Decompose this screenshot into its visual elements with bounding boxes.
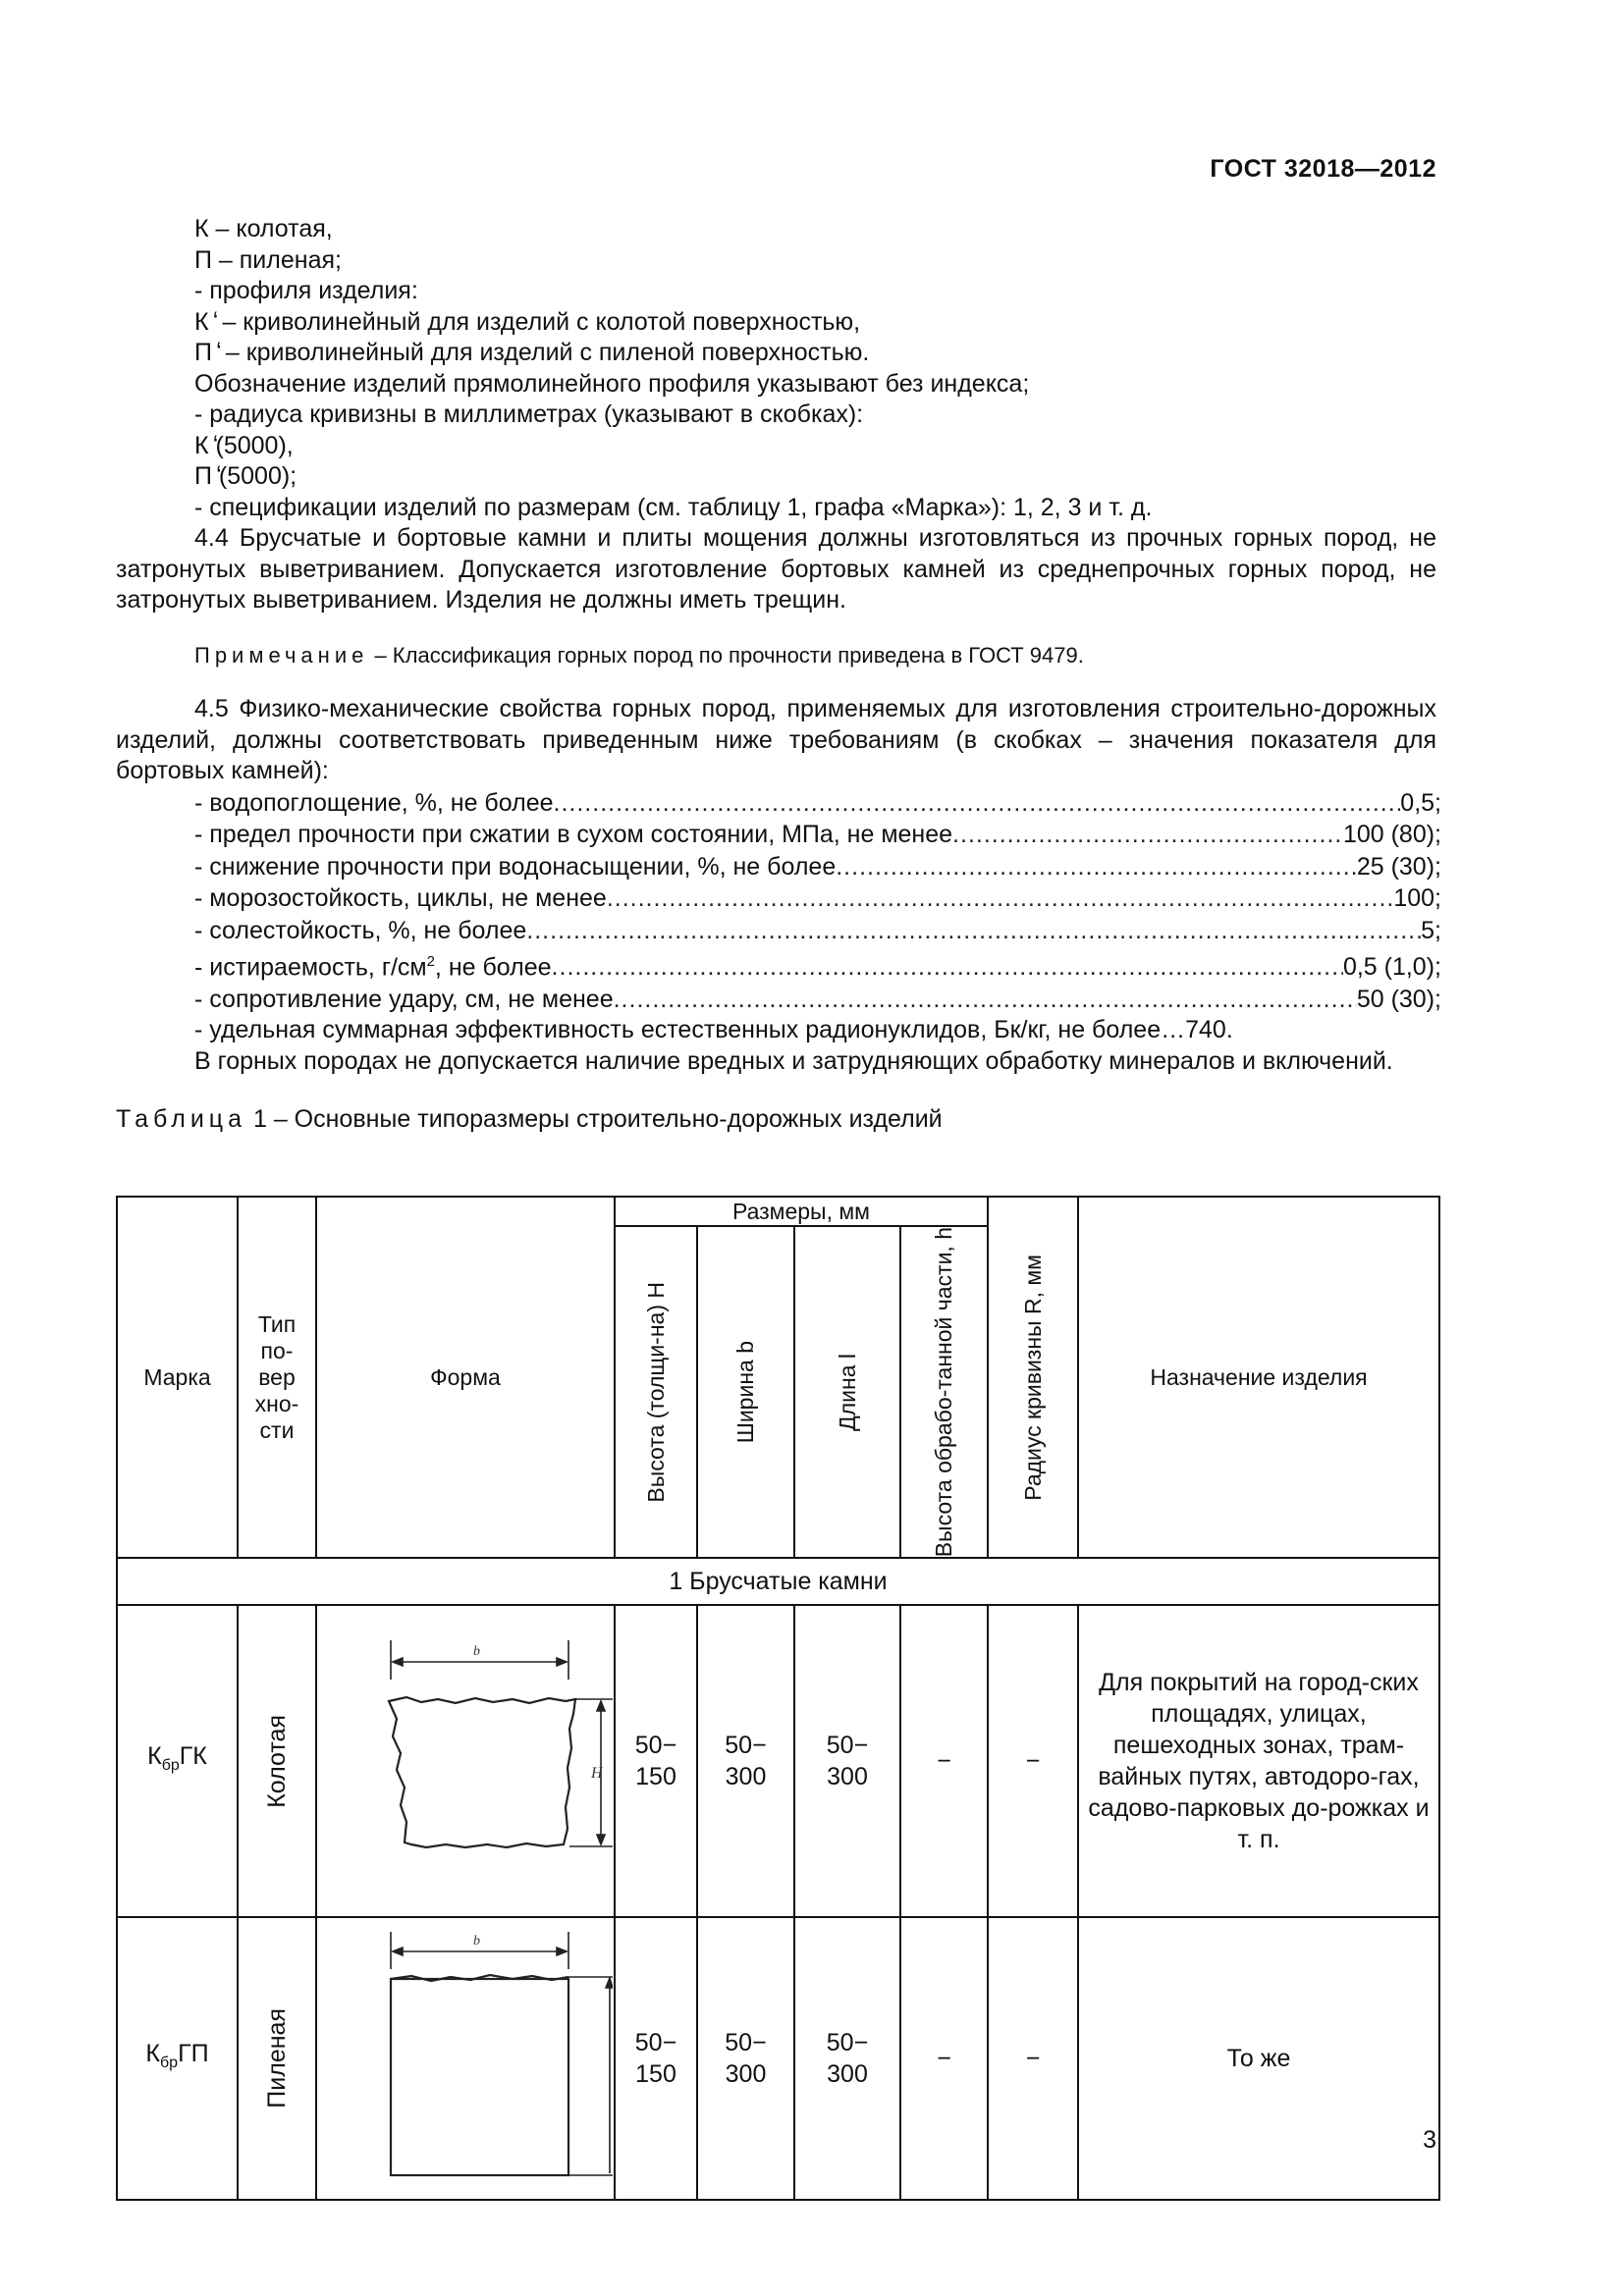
page-number: 3 xyxy=(1423,2126,1436,2154)
width-value: 50− 300 xyxy=(697,1605,794,1917)
length-value: 50− 300 xyxy=(794,1605,900,1917)
header-purpose: Назначение изделия xyxy=(1078,1197,1439,1558)
surface-type: Пиленая xyxy=(262,2008,291,2109)
table-caption-text: 1 – Основные типоразмеры строительно-дорожных изделий xyxy=(246,1105,943,1134)
header-form: Форма xyxy=(316,1197,615,1558)
header-height: Высота (толщи-на) H xyxy=(642,1281,669,1503)
table-caption xyxy=(116,1104,1436,1136)
requirement-value: 0,5 (1,0); xyxy=(1342,953,1441,982)
header-length-cell xyxy=(794,1226,900,1558)
header-surface-type: Тип по-вер хно-сти xyxy=(238,1197,316,1558)
form-cell xyxy=(316,1605,615,1917)
surface-cell xyxy=(238,1605,316,1917)
requirement-label: - истираемость, $г/см^2$, не более xyxy=(194,953,552,982)
surface-type: Колотая xyxy=(262,1714,291,1808)
radius-value: − xyxy=(988,1917,1078,2200)
document-code: ГОСТ 32018—2012 xyxy=(1210,155,1436,183)
split-stone-drawing xyxy=(318,1611,613,1905)
purpose-text: То же xyxy=(1078,1917,1439,2200)
note-label: Примечание xyxy=(194,642,369,667)
width-value: 50− 300 xyxy=(697,1917,794,2200)
surface-cell xyxy=(238,1917,316,2200)
requirement-line xyxy=(116,915,1441,947)
header-width: Ширина b xyxy=(732,1341,758,1444)
processed-height-value: − xyxy=(900,1917,988,2200)
table-row xyxy=(117,1605,1439,1917)
requirement-last: - удельная суммарная эффективность естественных радионуклидов, Бк/кг, не более…740. xyxy=(194,1016,1233,1044)
requirement-line xyxy=(116,787,1441,820)
requirement-value: 5; xyxy=(1421,916,1441,944)
drawing-label-h: H xyxy=(591,1765,603,1783)
header-height-cell xyxy=(615,1226,697,1558)
requirement-line xyxy=(116,851,1441,883)
requirement-label: - водопоглощение, %, не более xyxy=(194,788,554,817)
header-mark: Марка xyxy=(117,1197,238,1558)
requirement-value: 0,5; xyxy=(1400,788,1441,817)
header-length: Длина l xyxy=(834,1353,860,1431)
requirement-label: - морозостойкость, циклы, не менее xyxy=(194,884,607,912)
paragraph-4-5: 4.5 Физико-механические свойства горных пород, применяемых для изготовления строительно-дорожных изделий, должны соответствовать приведенным ниже требованиям (в скобках – значения показателя для бортовых камней): xyxy=(116,695,1436,784)
section-title: 1 Брусчатые камни xyxy=(117,1558,1439,1605)
requirement-value: 25 (30); xyxy=(1356,852,1441,881)
mark-cell: $К_{бр}ГП$ xyxy=(117,1917,238,2200)
processed-height-value: − xyxy=(900,1605,988,1917)
note-text: – Классификация горных пород по прочности приведена в ГОСТ 9479. xyxy=(368,642,1084,667)
header-width-cell xyxy=(697,1226,794,1558)
sizes-table xyxy=(116,1196,1440,2201)
requirement-line xyxy=(116,882,1441,915)
paragraph-minerals: В горных породах не допускается наличие вредных и затрудняющих обработку минералов и включений. xyxy=(194,1046,1393,1075)
requirement-value: 100 (80); xyxy=(1342,821,1441,848)
body-text xyxy=(116,214,1441,1136)
drawing-label-b: b xyxy=(473,1934,480,1949)
header-radius-cell xyxy=(988,1197,1078,1558)
requirement-label: - солестойкость, %, не более xyxy=(194,916,527,944)
requirement-label: - предел прочности при сжатии в сухом состоянии, МПа, не менее xyxy=(194,821,953,848)
intro-line: - спецификации изделий по размерам (см. таблицу 1, графа «Марка»): 1, 2, 3 и т. д. xyxy=(194,493,1153,521)
radius-value: − xyxy=(988,1605,1078,1917)
requirement-line xyxy=(116,984,1441,1016)
intro-line: П ̒ – криволинейный для изделий с пиленой поверхностью. xyxy=(194,339,870,366)
intro-line: Обозначение изделий прямолинейного профиля указывают без индекса; xyxy=(194,369,1030,398)
mark-cell: $К_{бр}ГК$ xyxy=(117,1605,238,1917)
intro-line: П ̒(5000); xyxy=(194,462,298,490)
height-value: 50− 150 xyxy=(615,1605,697,1917)
header-processed-height: Высота обрабо-танной части, h xyxy=(931,1227,956,1558)
intro-line: К ̒ – криволинейный для изделий с колотой поверхностью, xyxy=(194,307,861,336)
height-value: 50− 150 xyxy=(615,1917,697,2200)
intro-line: - радиуса кривизны в миллиметрах (указывают в скобках): xyxy=(194,400,864,428)
form-cell xyxy=(316,1917,615,2200)
requirement-label: - снижение прочности при водонасыщении, %, не более xyxy=(194,852,837,881)
intro-line: К ̒(5000), xyxy=(194,431,294,459)
paragraph-4-4: 4.4 Брусчатые и бортовые камни и плиты мощения должны изготовляться из прочных горных пород, не затронутых выветриванием. Допускается изготовление бортовых камней из среднепрочных горных пород, не затронутых выветриванием. Изделия не должны иметь трещин. xyxy=(116,524,1436,614)
intro-line: - профиля изделия: xyxy=(194,277,418,304)
length-value: 50− 300 xyxy=(794,1917,900,2200)
table-row xyxy=(117,1917,1439,2200)
purpose-text: Для покрытий на город-ских площадях, улицах, пешеходных зонах, трам-вайных путях, автодоро-гах, садово-парковых до-рожках и т. п. xyxy=(1078,1605,1439,1917)
header-processed-height-cell xyxy=(900,1226,988,1558)
requirement-value: 50 (30); xyxy=(1356,985,1441,1013)
sawn-stone-drawing xyxy=(318,1918,613,2193)
intro-line: П – пиленая; xyxy=(194,245,342,274)
requirement-value: 100; xyxy=(1393,884,1441,912)
table-caption-label: Таблица xyxy=(116,1105,247,1134)
requirement-label: - сопротивление удару, см, не менее xyxy=(194,985,614,1013)
intro-line: К – колотая, xyxy=(194,215,333,242)
drawing-label-b: b xyxy=(473,1644,480,1660)
header-radius: Радиус кривизны R, мм xyxy=(1019,1254,1046,1501)
requirement-line xyxy=(116,819,1441,851)
header-sizes: Размеры, мм xyxy=(615,1197,988,1226)
requirement-line xyxy=(116,946,1441,984)
note xyxy=(116,640,1436,671)
